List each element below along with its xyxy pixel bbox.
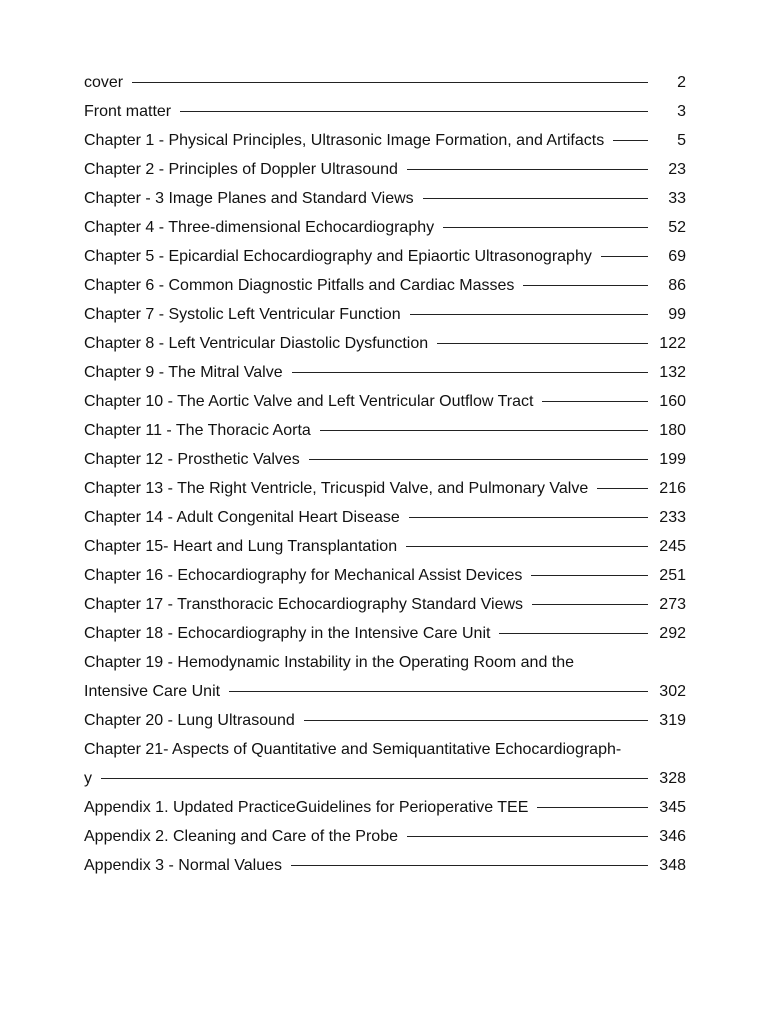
toc-leader-line <box>407 836 648 837</box>
toc-entry-page: 180 <box>659 422 686 439</box>
toc-entry-title: Chapter 6 - Common Diagnostic Pitfalls and Cardiac Masses <box>84 277 515 294</box>
toc-entry-page: 292 <box>659 625 686 642</box>
toc-leader-line <box>499 633 648 634</box>
toc-entry-page: 328 <box>659 770 686 787</box>
toc-leader-line <box>101 778 648 779</box>
toc-entry-title: Chapter 12 - Prosthetic Valves <box>84 451 300 468</box>
toc-entry-page: 346 <box>659 828 686 845</box>
toc-leader-line <box>531 575 648 576</box>
toc-entry-title: Appendix 1. Updated PracticeGuidelines for Perioperative TEE <box>84 799 529 816</box>
toc-entry-page: 69 <box>668 248 686 265</box>
toc-entry-title: Front matter <box>84 103 172 120</box>
toc-entry-page: 23 <box>668 161 686 178</box>
table-of-contents <box>84 68 686 880</box>
toc-leader-line <box>304 720 648 721</box>
toc-leader-line <box>532 604 648 605</box>
toc-entry-page: 233 <box>659 509 686 526</box>
toc-leader-line <box>291 865 648 866</box>
toc-entry-chapter-7[interactable] <box>84 300 686 329</box>
toc-entry-page: 3 <box>677 103 686 120</box>
toc-entry-page: 245 <box>659 538 686 555</box>
toc-entry-title-line2: y <box>84 770 92 787</box>
toc-entry-chapter-14[interactable] <box>84 503 686 532</box>
toc-entry-chapter-13[interactable] <box>84 474 686 503</box>
toc-entry-cover[interactable] <box>84 68 686 97</box>
toc-entry-page: 348 <box>659 857 686 874</box>
toc-entry-title: Chapter - 3 Image Planes and Standard Views <box>84 190 414 207</box>
toc-entry-page: 273 <box>659 596 686 613</box>
toc-entry-appendix-3[interactable] <box>84 851 686 880</box>
toc-leader-line <box>320 430 648 431</box>
toc-entry-page: 345 <box>659 799 686 816</box>
toc-entry-title: Chapter 5 - Epicardial Echocardiography and Epiaortic Ultrasonography <box>84 248 592 265</box>
toc-entry-page: 216 <box>659 480 686 497</box>
toc-entry-chapter-21[interactable] <box>84 735 686 793</box>
toc-leader-line <box>537 807 648 808</box>
toc-entry-page: 99 <box>668 306 686 323</box>
toc-leader-line <box>443 227 648 228</box>
toc-entry-chapter-5[interactable] <box>84 242 686 271</box>
toc-entry-chapter-8[interactable] <box>84 329 686 358</box>
toc-leader-line <box>407 169 648 170</box>
toc-leader-line <box>523 285 648 286</box>
toc-leader-line <box>409 517 648 518</box>
toc-entry-chapter-17[interactable] <box>84 590 686 619</box>
toc-entry-chapter-20[interactable] <box>84 706 686 735</box>
toc-leader-line <box>180 111 648 112</box>
toc-entry-title-line2: Intensive Care Unit <box>84 683 221 700</box>
toc-leader-line <box>406 546 648 547</box>
toc-entry-chapter-3[interactable] <box>84 184 686 213</box>
toc-entry-chapter-1[interactable] <box>84 126 686 155</box>
toc-entry-title: Chapter 11 - The Thoracic Aorta <box>84 422 311 439</box>
toc-leader-line <box>601 256 648 257</box>
toc-entry-title: Chapter 14 - Adult Congenital Heart Disease <box>84 509 400 526</box>
toc-entry-front-matter[interactable] <box>84 97 686 126</box>
toc-entry-chapter-9[interactable] <box>84 358 686 387</box>
toc-entry-appendix-1[interactable] <box>84 793 686 822</box>
toc-entry-page: 132 <box>659 364 686 381</box>
toc-entry-title: Chapter 13 - The Right Ventricle, Tricuspid Valve, and Pulmonary Valve <box>84 480 589 497</box>
toc-entry-chapter-6[interactable] <box>84 271 686 300</box>
toc-leader-line <box>292 372 648 373</box>
toc-entry-title: Chapter 1 - Physical Principles, Ultrasonic Image Formation, and Artifacts <box>84 132 605 149</box>
toc-entry-chapter-11[interactable] <box>84 416 686 445</box>
toc-entry-page: 2 <box>677 74 686 91</box>
toc-entry-page: 122 <box>659 335 686 352</box>
toc-leader-line <box>597 488 648 489</box>
toc-entry-title: Chapter 17 - Transthoracic Echocardiography Standard Views <box>84 596 524 613</box>
toc-entry-page: 86 <box>668 277 686 294</box>
toc-entry-page: 319 <box>659 712 686 729</box>
toc-entry-title: Chapter 18 - Echocardiography in the Intensive Care Unit <box>84 625 491 642</box>
toc-leader-line <box>542 401 648 402</box>
toc-entry-title: Appendix 3 - Normal Values <box>84 857 283 874</box>
toc-entry-title: Chapter 9 - The Mitral Valve <box>84 364 283 381</box>
toc-entry-title-line1: Chapter 21- Aspects of Quantitative and Semiquantitative Echocardiograph- <box>84 741 622 758</box>
toc-leader-line <box>132 82 648 83</box>
toc-entry-page: 302 <box>659 683 686 700</box>
toc-entry-title: Chapter 2 - Principles of Doppler Ultrasound <box>84 161 398 178</box>
toc-leader-line <box>613 140 648 141</box>
toc-entry-title: Appendix 2. Cleaning and Care of the Probe <box>84 828 398 845</box>
toc-entry-chapter-4[interactable] <box>84 213 686 242</box>
toc-entry-line2 <box>84 677 686 706</box>
toc-entry-chapter-16[interactable] <box>84 561 686 590</box>
toc-entry-page: 160 <box>659 393 686 410</box>
toc-entry-title: Chapter 10 - The Aortic Valve and Left Ventricular Outflow Tract <box>84 393 534 410</box>
toc-entry-page: 52 <box>668 219 686 236</box>
toc-entry-page: 5 <box>677 132 686 149</box>
toc-entry-title: Chapter 16 - Echocardiography for Mechanical Assist Devices <box>84 567 523 584</box>
toc-entry-title-line1: Chapter 19 - Hemodynamic Instability in the Operating Room and the <box>84 654 575 671</box>
toc-leader-line <box>229 691 648 692</box>
toc-entry-title: cover <box>84 74 124 91</box>
toc-entry-page: 33 <box>668 190 686 207</box>
toc-entry-page: 199 <box>659 451 686 468</box>
toc-leader-line <box>423 198 648 199</box>
toc-leader-line <box>410 314 648 315</box>
toc-leader-line <box>437 343 648 344</box>
toc-entry-title: Chapter 7 - Systolic Left Ventricular Function <box>84 306 401 323</box>
toc-entry-title: Chapter 8 - Left Ventricular Diastolic Dysfunction <box>84 335 429 352</box>
toc-leader-line <box>309 459 648 460</box>
toc-entry-chapter-2[interactable] <box>84 155 686 184</box>
toc-entry-chapter-18[interactable] <box>84 619 686 648</box>
toc-entry-page: 251 <box>659 567 686 584</box>
toc-entry-chapter-15[interactable] <box>84 532 686 561</box>
toc-entry-appendix-2[interactable] <box>84 822 686 851</box>
toc-entry-chapter-10[interactable] <box>84 387 686 416</box>
toc-entry-title: Chapter 4 - Three-dimensional Echocardiography <box>84 219 435 236</box>
toc-entry-title: Chapter 20 - Lung Ultrasound <box>84 712 295 729</box>
toc-entry-chapter-12[interactable] <box>84 445 686 474</box>
toc-entry-title: Chapter 15- Heart and Lung Transplantation <box>84 538 398 555</box>
toc-entry-line2 <box>84 764 686 793</box>
toc-entry-chapter-19[interactable] <box>84 648 686 706</box>
